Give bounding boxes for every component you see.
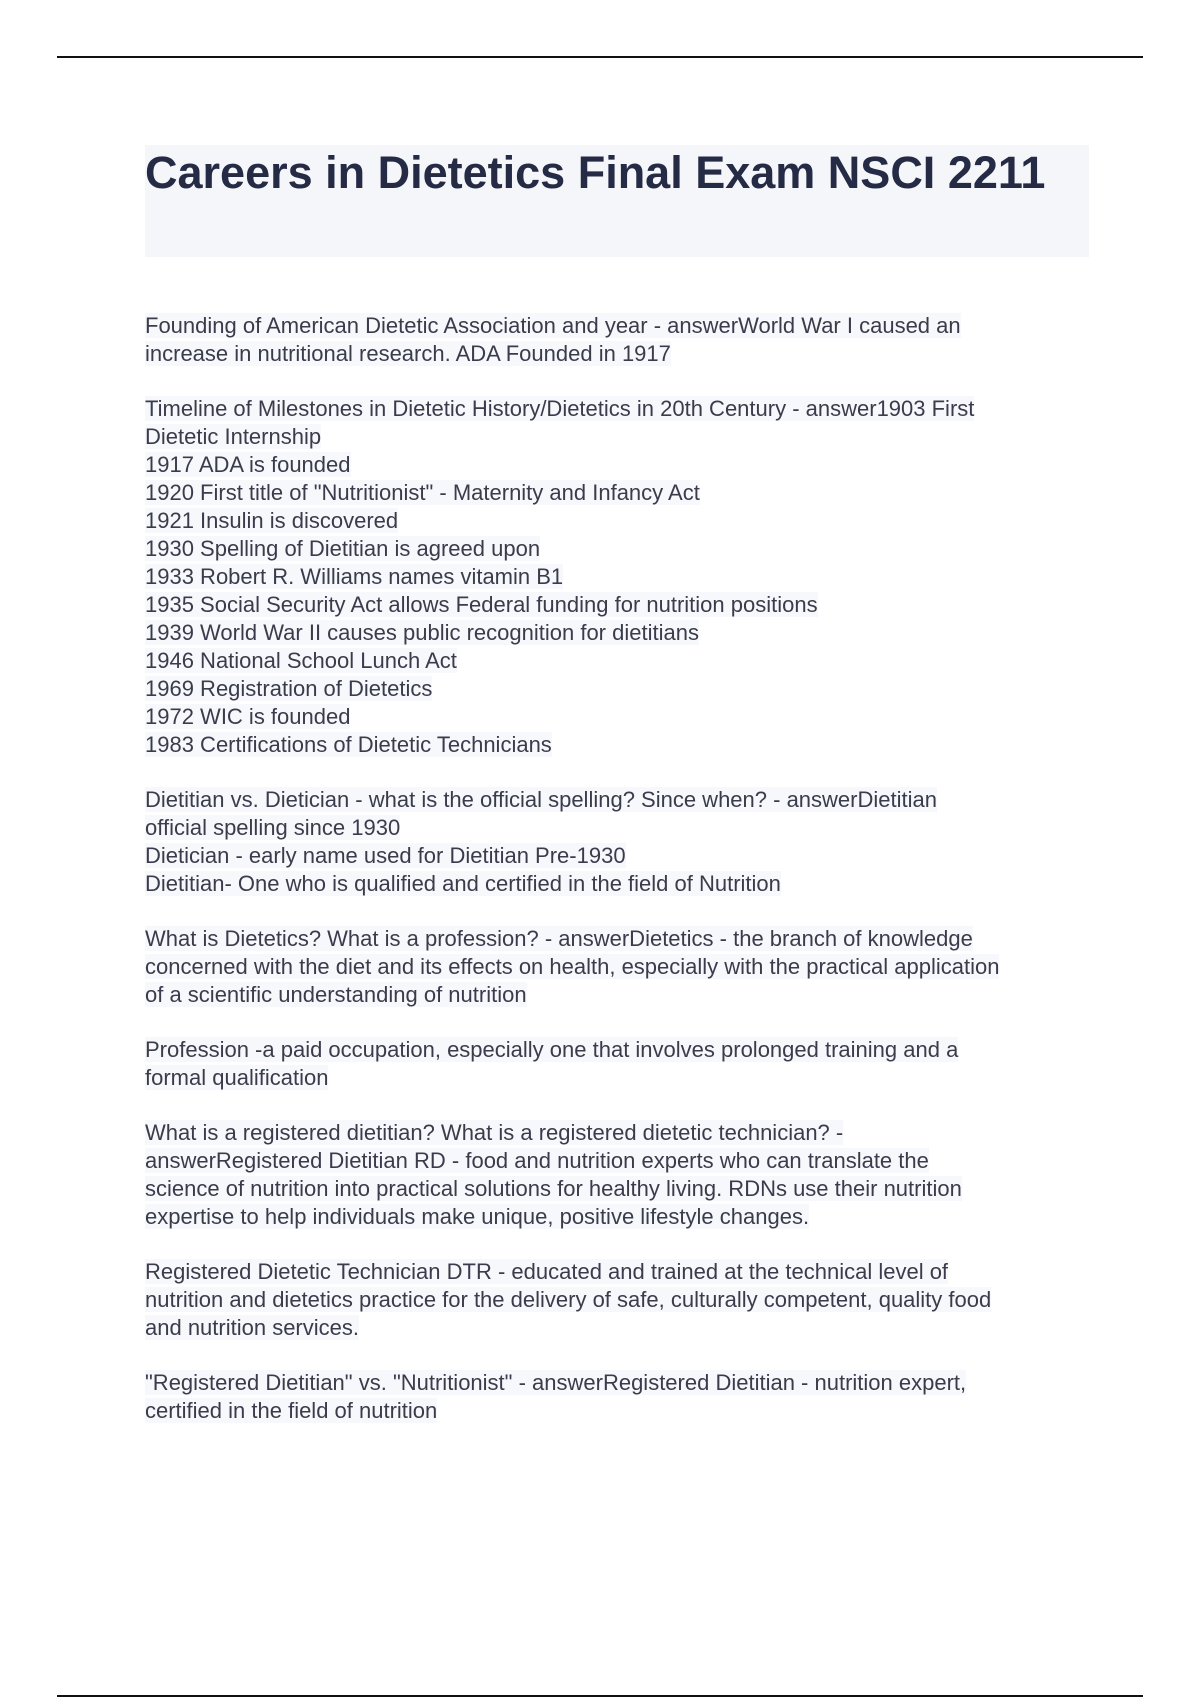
timeline-item: 1933 Robert R. Williams names vitamin B1 (145, 564, 564, 589)
text-line: expertise to help individuals make unique, positive lifestyle changes. (145, 1204, 810, 1229)
timeline-item: 1917 ADA is founded (145, 452, 351, 477)
text-line: Founding of American Dietetic Association and year - answerWorld War I caused an (145, 313, 961, 338)
text-line: science of nutrition into practical solutions for healthy living. RDNs use their nutrition (145, 1176, 962, 1201)
page-title: Careers in Dietetics Final Exam NSCI 2211 (145, 147, 1046, 198)
timeline-item: 1983 Certifications of Dietetic Technicians (145, 732, 552, 757)
text-line: of a scientific understanding of nutrition (145, 982, 527, 1007)
text-line: nutrition and dietetics practice for the delivery of safe, culturally competent, quality food (145, 1287, 992, 1312)
qa-entry-rd-vs-nutritionist (145, 1369, 1090, 1425)
text-line: Dietetic Internship (145, 424, 322, 449)
timeline-item: 1930 Spelling of Dietitian is agreed upon (145, 536, 541, 561)
qa-entry-dietetics-definition (145, 925, 1090, 1009)
text-line: Dietitian- One who is qualified and certified in the field of Nutrition (145, 871, 781, 896)
qa-entry-timeline (145, 395, 1090, 759)
qa-entry-registered-dietitian (145, 1119, 1090, 1231)
document-body (145, 312, 1090, 1452)
timeline-item: 1935 Social Security Act allows Federal funding for nutrition positions (145, 592, 818, 617)
timeline-item: 1921 Insulin is discovered (145, 508, 399, 533)
qa-entry-profession (145, 1036, 1090, 1092)
text-line: What is a registered dietitian? What is a registered dietetic technician? - (145, 1120, 844, 1145)
text-line: Dietician - early name used for Dietitian Pre-1930 (145, 843, 626, 868)
bottom-divider (57, 1695, 1143, 1697)
text-line: certified in the field of nutrition (145, 1398, 438, 1423)
timeline-item: 1920 First title of "Nutritionist" - Maternity and Infancy Act (145, 480, 700, 505)
text-line: Dietitian vs. Dietician - what is the official spelling? Since when? - answerDietitian (145, 787, 937, 812)
timeline-item: 1972 WIC is founded (145, 704, 351, 729)
qa-entry-ada-founding (145, 312, 1090, 368)
text-line: formal qualification (145, 1065, 329, 1090)
text-line: increase in nutritional research. ADA Founded in 1917 (145, 341, 671, 366)
timeline-item: 1946 National School Lunch Act (145, 648, 457, 673)
text-line: "Registered Dietitian" vs. "Nutritionist" - answerRegistered Dietitian - nutrition expert, (145, 1370, 967, 1395)
text-line: Timeline of Milestones in Dietetic History/Dietetics in 20th Century - answer1903 First (145, 396, 975, 421)
top-divider (57, 56, 1143, 58)
text-line: and nutrition services. (145, 1315, 359, 1340)
text-line: Profession -a paid occupation, especially one that involves prolonged training and a (145, 1037, 959, 1062)
text-line: Registered Dietetic Technician DTR - educated and trained at the technical level of (145, 1259, 949, 1284)
text-line: answerRegistered Dietitian RD - food and nutrition experts who can translate the (145, 1148, 929, 1173)
timeline-item: 1969 Registration of Dietetics (145, 676, 433, 701)
qa-entry-spelling (145, 786, 1090, 898)
text-line: official spelling since 1930 (145, 815, 401, 840)
text-line: concerned with the diet and its effects on health, especially with the practical application (145, 954, 1000, 979)
qa-entry-dtr (145, 1258, 1090, 1342)
timeline-item: 1939 World War II causes public recognition for dietitians (145, 620, 699, 645)
text-line: What is Dietetics? What is a profession? - answerDietetics - the branch of knowledge (145, 926, 973, 951)
